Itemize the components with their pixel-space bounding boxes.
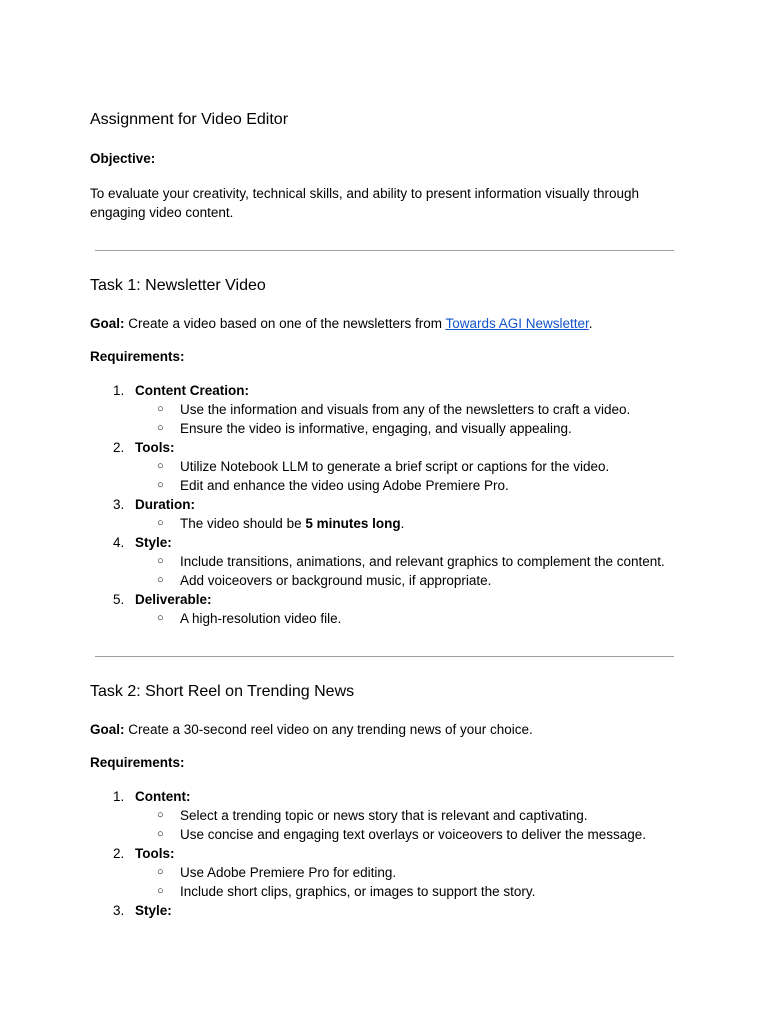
list-number: 1. <box>113 789 125 804</box>
hollow-bullet-icon: ○ <box>157 517 164 529</box>
list-number: 1. <box>113 383 125 398</box>
sub-item-text-end: . <box>400 516 405 531</box>
sub-item-text: Use Adobe Premiere Pro for editing. <box>180 865 397 880</box>
sub-item-text: Edit and enhance the video using Adobe Premiere Pro. <box>180 478 509 493</box>
list-item <box>90 590 690 628</box>
hollow-bullet-icon: ○ <box>157 885 164 897</box>
sub-item-text: Utilize Notebook LLM to generate a brief script or captions for the video. <box>180 459 610 474</box>
sub-list-item <box>135 552 690 571</box>
objective-text: To evaluate your creativity, technical skills, and ability to present information visually through engaging video content. <box>90 186 640 220</box>
sub-list-item <box>135 882 690 901</box>
newsletter-link[interactable]: Towards AGI Newsletter <box>445 316 589 331</box>
hollow-bullet-icon: ○ <box>157 479 164 491</box>
sub-item-text: Include short clips, graphics, or images to support the story. <box>180 884 536 899</box>
sub-list-item <box>135 476 690 495</box>
list-item <box>90 787 690 844</box>
sub-item-text: Select a trending topic or news story that is relevant and captivating. <box>180 808 588 823</box>
sub-item-text: Use concise and engaging text overlays or voiceovers to deliver the message. <box>180 827 647 842</box>
list-item-heading: Style: <box>135 903 172 918</box>
sub-list <box>135 457 690 495</box>
list-item <box>90 844 690 901</box>
sub-list-item <box>135 514 690 533</box>
list-item-heading: Content: <box>135 789 191 804</box>
sub-list <box>135 552 690 590</box>
list-number: 3. <box>113 497 125 512</box>
sub-item-text: Use the information and visuals from any of the newsletters to craft a video. <box>180 402 631 417</box>
list-item <box>90 381 690 438</box>
task2-heading: Task 2: Short Reel on Trending News <box>90 683 355 700</box>
hollow-bullet-icon: ○ <box>157 612 164 624</box>
task1-heading: Task 1: Newsletter Video <box>90 277 266 294</box>
hollow-bullet-icon: ○ <box>157 403 164 415</box>
sub-item-text: Include transitions, animations, and relevant graphics to complement the content. <box>180 554 665 569</box>
task1-goal-label: Goal: <box>90 316 125 331</box>
hollow-bullet-icon: ○ <box>157 574 164 586</box>
hollow-bullet-icon: ○ <box>157 422 164 434</box>
list-item <box>90 533 690 590</box>
task2-goal-label: Goal: <box>90 722 125 737</box>
sub-list <box>135 806 690 844</box>
sub-list-item <box>135 825 690 844</box>
hollow-bullet-icon: ○ <box>157 828 164 840</box>
list-number: 2. <box>113 440 125 455</box>
sub-list-item <box>135 571 690 590</box>
task1-requirements-list <box>90 381 690 628</box>
list-item-heading: Deliverable: <box>135 592 212 607</box>
sub-list <box>135 863 690 901</box>
task1-goal-end: . <box>588 316 593 331</box>
sub-item-text: Ensure the video is informative, engaging, and visually appealing. <box>180 421 572 436</box>
list-item-heading: Tools: <box>135 846 175 861</box>
hollow-bullet-icon: ○ <box>157 866 164 878</box>
sub-list <box>135 609 690 628</box>
list-item-heading: Tools: <box>135 440 175 455</box>
objective-label: Objective: <box>90 151 156 166</box>
sub-item-text: A high-resolution video file. <box>180 611 342 626</box>
hollow-bullet-icon: ○ <box>157 555 164 567</box>
list-number: 3. <box>113 903 125 918</box>
sub-list <box>135 400 690 438</box>
list-item-heading: Style: <box>135 535 172 550</box>
sub-list-item <box>135 863 690 882</box>
task1-requirements-label: Requirements: <box>90 349 185 364</box>
task1-goal-text: Create a video based on one of the newsletters from <box>124 316 446 331</box>
page-title: Assignment for Video Editor <box>90 111 289 128</box>
sub-item-text: Add voiceovers or background music, if appropriate. <box>180 573 492 588</box>
duration-emphasis: 5 minutes long <box>305 516 401 531</box>
sub-list-item <box>135 400 690 419</box>
sub-item-text: The video should be <box>180 516 306 531</box>
sub-list <box>135 514 690 533</box>
hollow-bullet-icon: ○ <box>157 809 164 821</box>
sub-list-item <box>135 609 690 628</box>
task2-requirements-list <box>90 787 690 920</box>
task2-goal <box>90 720 690 739</box>
document-body <box>90 109 690 920</box>
task1-goal <box>90 314 690 333</box>
list-item-heading: Content Creation: <box>135 383 249 398</box>
list-item <box>90 438 690 495</box>
list-number: 2. <box>113 846 125 861</box>
list-number: 4. <box>113 535 125 550</box>
sub-list-item <box>135 457 690 476</box>
list-item-heading: Duration: <box>135 497 195 512</box>
task2-goal-text: Create a 30-second reel video on any trending news of your choice. <box>124 722 533 737</box>
hollow-bullet-icon: ○ <box>157 460 164 472</box>
task2-requirements-label: Requirements: <box>90 755 185 770</box>
list-number: 5. <box>113 592 125 607</box>
list-item <box>90 901 690 920</box>
sub-list-item <box>135 419 690 438</box>
list-item <box>90 495 690 533</box>
sub-list-item <box>135 806 690 825</box>
